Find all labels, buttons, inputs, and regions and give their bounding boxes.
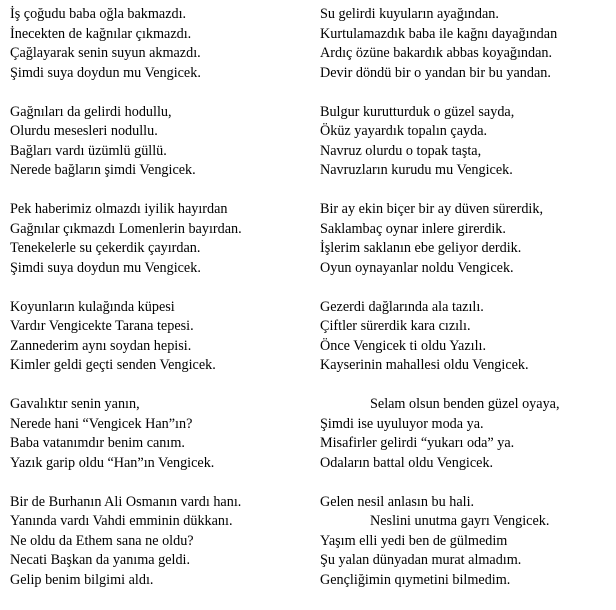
verse-line: Koyunların kulağında küpesi bbox=[10, 298, 175, 315]
verse-line: Neslini unutma gayrı Vengicek. bbox=[370, 513, 550, 529]
verse-line: Devir döndü bir o yandan bir bu yandan. bbox=[320, 64, 551, 81]
verse-line: Çiftler sürerdik kara cızılı. bbox=[320, 318, 471, 334]
verse-line: Kurtulamazdık baba ile kağnı dayağından bbox=[320, 25, 558, 42]
verse-line: Şimdi suya doydun mu Vengicek. bbox=[10, 64, 201, 81]
verse-line: Saklambaç oynar inlere girerdik. bbox=[320, 220, 506, 237]
stanza bbox=[10, 395, 310, 473]
verse-line: Olurdu mesesleri nodullu. bbox=[10, 123, 158, 139]
verse-line: Necati Başkan da yanıma geldi. bbox=[10, 552, 191, 568]
verse-line: Gezerdi dağlarında ala tazılı. bbox=[320, 298, 484, 315]
verse-line: İnecekten de kağnılar çıkmazdı. bbox=[10, 25, 192, 42]
verse-line: Bir ay ekin biçer bir ay düven sürerdik, bbox=[320, 201, 543, 217]
verse-line: Gelip benim bilgimi aldı. bbox=[10, 571, 154, 588]
verse-line: Bulgur kurutturduk o güzel sayda, bbox=[320, 103, 515, 120]
stanza bbox=[320, 298, 616, 376]
verse-line: Şu yalan dünyadan murat almadım. bbox=[320, 552, 522, 568]
verse-line: Navruz olurdu o topak taşta, bbox=[320, 142, 482, 159]
verse-line: Şimdi ise uyuluyor moda ya. bbox=[320, 415, 484, 432]
stanza bbox=[10, 5, 310, 83]
verse-line: Gelen nesil anlasın bu hali. bbox=[320, 493, 475, 510]
verse-line: Gavalıktır senin yanın, bbox=[10, 396, 140, 412]
stanza bbox=[10, 103, 310, 181]
verse-line: Vardır Vengicekte Tarana tepesi. bbox=[10, 318, 194, 334]
verse-line: İş çoğudu baba oğla bakmazdı. bbox=[10, 6, 187, 22]
verse-line: Nerede hani “Vengicek Han”ın? bbox=[10, 415, 193, 432]
verse-line: Gençliğimin qıymetini bilmedim. bbox=[320, 571, 511, 588]
stanza bbox=[10, 200, 310, 278]
stanza bbox=[320, 200, 616, 278]
verse-line: Misafirler gelirdi “yukarı oda” ya. bbox=[320, 435, 515, 451]
verse-line: Öküz yayardık topalın çayda. bbox=[320, 123, 488, 139]
stanza bbox=[320, 395, 616, 473]
verse-line: Çağlayarak senin suyun akmazdı. bbox=[10, 45, 201, 61]
verse-line: Önce Vengicek ti oldu Yazılı. bbox=[320, 337, 487, 354]
verse-line: Yanında vardı Vahdi emminin dükkanı. bbox=[10, 513, 233, 529]
stanza bbox=[320, 103, 616, 181]
verse-line: Pek haberimiz olmazdı iyilik hayırdan bbox=[10, 201, 228, 217]
verse-line: Gağnılar çıkmazdı Lomenlerin bayırdan. bbox=[10, 220, 242, 237]
verse-line: Yaşım elli yedi ben de gülmedim bbox=[320, 532, 508, 549]
verse-line: Kimler geldi geçti senden Vengicek. bbox=[10, 357, 216, 373]
stanza bbox=[10, 298, 310, 376]
verse-line: Ne oldu da Ethem sana ne oldu? bbox=[10, 532, 194, 549]
verse-line: Selam olsun benden güzel oyaya, bbox=[370, 396, 560, 412]
verse-line: Navruzların kurudu mu Vengicek. bbox=[320, 162, 513, 178]
verse-line: Odaların battal oldu Vengicek. bbox=[320, 454, 494, 471]
verse-line: İşlerim saklanın ebe geliyor derdik. bbox=[320, 240, 522, 256]
stanza bbox=[320, 5, 616, 83]
verse-line: Su gelirdi kuyuların ayağından. bbox=[320, 6, 499, 22]
verse-line: Tenekelerle su çekerdik çayırdan. bbox=[10, 240, 201, 256]
verse-line: Baba vatanımdır benim canım. bbox=[10, 435, 185, 451]
verse-line: Bir de Burhanın Ali Osmanın vardı hanı. bbox=[10, 493, 242, 510]
stanza bbox=[10, 493, 310, 591]
verse-line: Yazık garip oldu “Han”ın Vengicek. bbox=[10, 454, 215, 471]
verse-line: Gağnıları da gelirdi hodullu, bbox=[10, 103, 172, 120]
verse-line: Kayserinin mahallesi oldu Vengicek. bbox=[320, 357, 529, 373]
verse-line: Oyun oynayanlar noldu Vengicek. bbox=[320, 259, 514, 276]
stanza bbox=[320, 493, 616, 591]
right-column bbox=[320, 5, 616, 610]
verse-line: Şimdi suya doydun mu Vengicek. bbox=[10, 259, 201, 276]
verse-line: Zannederim aynı soydan hepisi. bbox=[10, 337, 192, 354]
left-column bbox=[10, 5, 310, 610]
verse-line: Bağları vardı üzümlü güllü. bbox=[10, 142, 167, 159]
verse-line: Nerede bağların şimdi Vengicek. bbox=[10, 162, 196, 178]
verse-line: Ardıç özüne bakardık abbas koyağından. bbox=[320, 45, 553, 61]
